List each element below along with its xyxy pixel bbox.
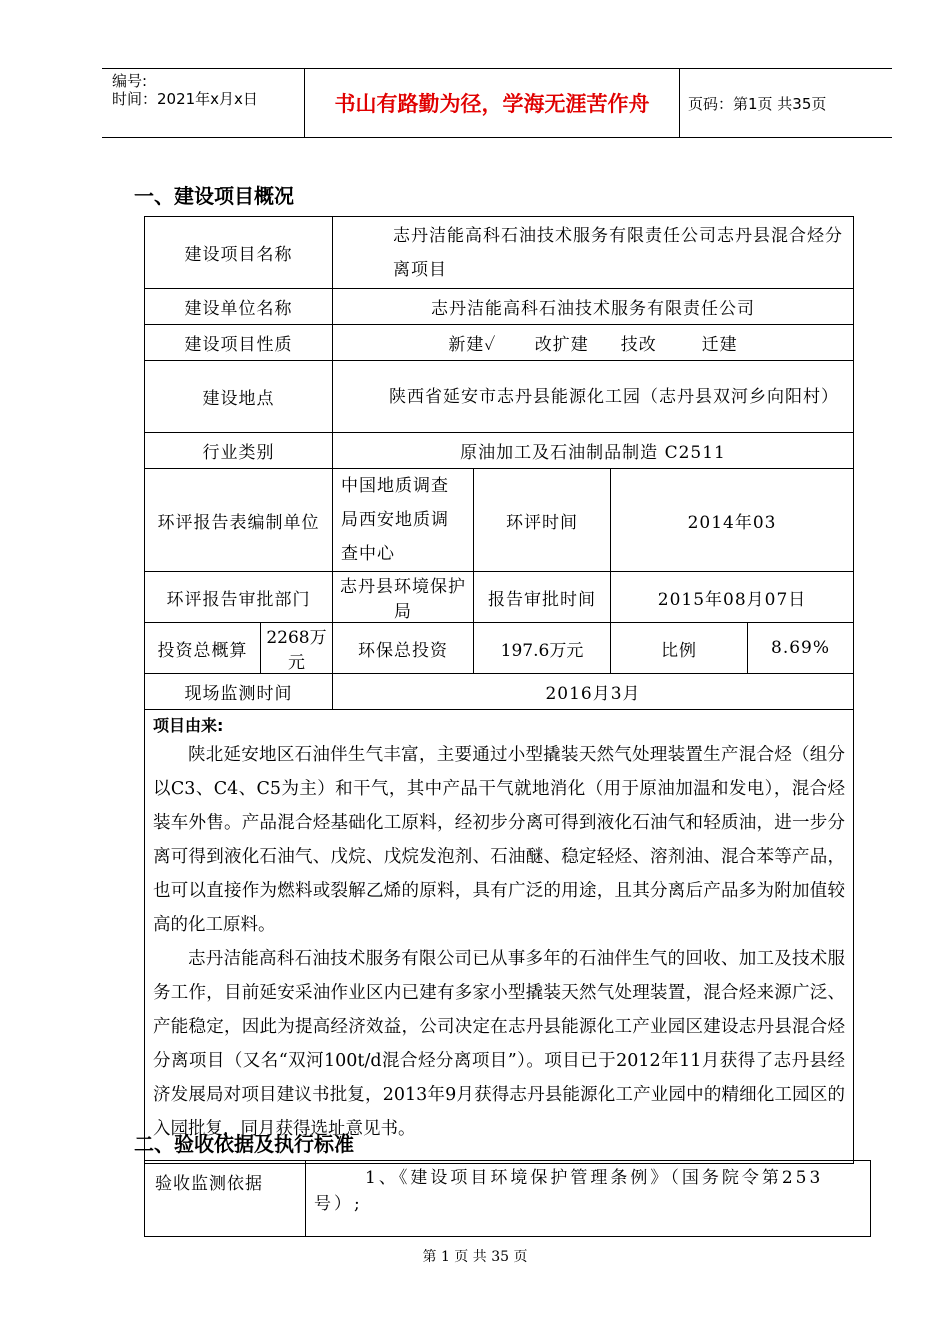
header-slogan: 书山有路勤为径，学海无涯苦作舟 <box>304 69 680 137</box>
approval-time-label: 报告审批时间 <box>474 572 611 623</box>
origin-paragraph-2: 志丹洁能高科石油技术服务有限公司已从事多年的石油伴生气的回收、加工及技术服务工作，目前延安采油作业区内已建有多家小型撬装天然气处理装置，混合烃来源广泛、产能稳定，因此为提高经济效益，公司决定在志丹县能源化工产业园区建设志丹县混合烃分离项目（又名“双河100t/d混合烃分离项目”）。项目已于2012年11月获得了志丹县经济发展局对项目建议书批复，2013年9月获得志丹县能源化工产业园中的精细化工园区的入园批复，同月获得选址意见书。 <box>153 949 846 1139</box>
approval-time-value: 2015年08月07日 <box>611 572 854 623</box>
project-origin-cell <box>145 710 854 1164</box>
invest-value: 2268万元 <box>261 623 333 674</box>
project-name-value: 志丹洁能高科石油技术服务有限责任公司志丹县混合烃分离项目 <box>333 217 854 289</box>
industry-value: 原油加工及石油制品制造 C2511 <box>333 433 854 469</box>
monitor-time-label: 现场监测时间 <box>145 674 333 710</box>
ratio-value: 8.69% <box>748 623 854 674</box>
ratio-label: 比例 <box>611 623 748 674</box>
eia-time-value: 2014年03 <box>611 469 854 572</box>
project-name-label: 建设项目名称 <box>145 217 333 289</box>
origin-paragraph-1: 陕北延安地区石油伴生气丰富，主要通过小型撬装天然气处理装置生产混合烃（组分以C3、C4、C5为主）和干气，其中产品干气就地消化（用于原油加温和发电），混合烃装车外售。产品混合烃基础化工原料，经初步分离可得到液化石油气和轻质油，进一步分离可得到液化石油气、戊烷、戊烷发泡剂、石油醚、稳定轻烃、溶剂油、混合苯等产品，也可以直接作为燃料或裂解乙烯的原料，具有广泛的用途，且其分离后产品多为附加值较高的化工原料。 <box>153 745 846 935</box>
location-value: 陕西省延安市志丹县能源化工园（志丹县双河乡向阳村） <box>333 361 854 433</box>
basis-label: 验收监测依据 <box>145 1161 306 1237</box>
env-invest-value: 197.6万元 <box>474 623 611 674</box>
nature-label: 建设项目性质 <box>145 325 333 361</box>
eia-unit-label: 环评报告表编制单位 <box>145 469 333 572</box>
acceptance-basis-table <box>144 1160 871 1237</box>
page-footer: 第 1 页 共 35 页 <box>422 1249 528 1265</box>
approval-dept-label: 环评报告审批部门 <box>145 572 333 623</box>
approval-dept-value: 志丹县环境保护局 <box>333 572 474 623</box>
project-overview-table <box>144 216 854 1164</box>
time-label: 时间：2021年x月x日 <box>112 90 258 108</box>
eia-time-label: 环评时间 <box>474 469 611 572</box>
header-page-info: 页码：第1页 共35页 <box>688 94 827 113</box>
monitor-time-value: 2016月3月 <box>333 674 854 710</box>
basis-value: 1、《建设项目环境保护管理条例》（国务院令第253号）; <box>306 1161 871 1237</box>
section1-title: 一、建设项目概况 <box>134 184 294 208</box>
industry-label: 行业类别 <box>145 433 333 469</box>
unit-label: 建设单位名称 <box>145 289 333 325</box>
page-header <box>102 68 892 138</box>
header-meta <box>102 69 304 137</box>
env-invest-label: 环保总投资 <box>333 623 474 674</box>
location-label: 建设地点 <box>145 361 333 433</box>
number-label: 编号: <box>112 72 148 90</box>
section2-title: 二、验收依据及执行标准 <box>134 1132 354 1156</box>
invest-label: 投资总概算 <box>145 623 261 674</box>
eia-unit-value: 中国地质调查局西安地质调查中心 <box>333 469 474 572</box>
origin-title: 项目由来: <box>153 716 224 735</box>
nature-value: 新建✓ 改扩建 技改 迁建 <box>333 325 854 361</box>
unit-value: 志丹洁能高科石油技术服务有限责任公司 <box>333 289 854 325</box>
